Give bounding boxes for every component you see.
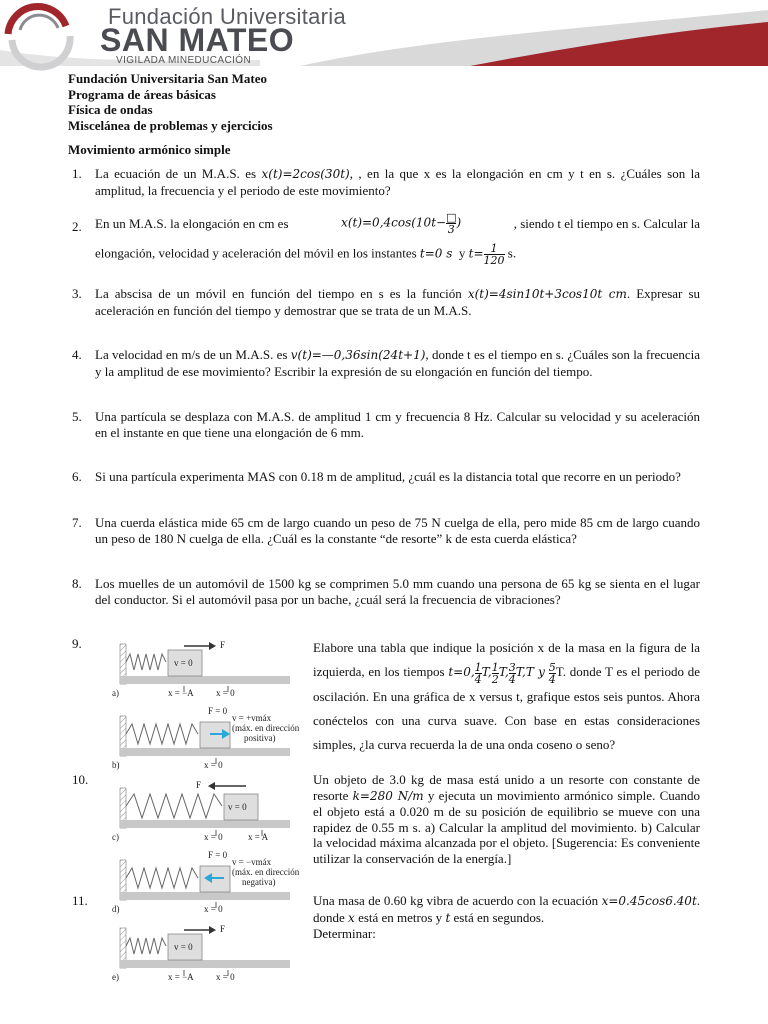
section-title: Movimiento armónico simple [68,142,231,157]
problem-formula: x(t)=4sin10t+3cos10t cm [467,287,627,301]
problem-text: y ejecuta un movimiento armónico simple. Cuando el objeto está a 0.020 m de su posición de equilibrio se mueve con una rapidez de 0.55 m s. a) Calcular la amplitud del movimiento. b) Calcular la velocidad máxima alcanzada por el objeto. [Sugerencia: Es conveniente utilizar la conservación de la energía.] [313,787,701,866]
page-header [0,0,768,66]
brand-name-line2: SAN MATEO [100,22,295,58]
fraction-denominator: 2 [491,672,499,686]
force-label: F = 0 [208,850,228,860]
problem-formula: x(t)=0,4cos(10t− [341,215,447,230]
problem-time-one: t= [468,246,484,261]
panel-label: b) [112,760,120,770]
fraction-denominator: 4 [548,672,556,686]
position-label: x = −A [168,688,194,698]
force-arrow-icon [209,926,216,934]
problem-text: . Expresar su aceleración en función del tiempo y demostrar que se trata de un M.A.S. [95,286,701,318]
problem-text: Elabore una tabla que indique la posición x de la masa en la figura de la izquierda, en los tiempos [313,640,700,679]
problem-10 [313,772,700,866]
spring-mass-figure [112,636,300,996]
meta-program: Programa de áreas básicas [68,86,216,102]
velocity-label: v = −vmáx [232,857,272,867]
problem-3 [95,286,700,318]
problem-number: 9. [72,636,82,651]
figure-panel-c [112,780,290,842]
figure-panel-b [112,706,300,770]
position-label: x = 0 [204,832,223,842]
problem-text: está en metros y [358,909,443,925]
fraction-denominator: 120 [483,254,505,267]
problem-6: Si una partícula experimenta MAS con 0.18 m de amplitud, ¿cuál es la distancia total que recorre en un periodo? [95,469,681,484]
velocity-note: positiva) [244,733,276,743]
problem-text: está en segundos. [453,909,545,925]
problem-text: Un objeto de 3.0 kg de masa está unido a un resorte con constante de resorte [313,772,700,803]
problem-text: , , en la que x es la elongación en cm y t en s. ¿Cuáles son la amplitud, la frecuencia y el periodo de este movimiento? [95,166,701,198]
problem-number: 8. [72,576,82,591]
problem-number: 4. [72,347,82,362]
problem-text: La ecuación de un M.A.S. es [95,166,257,181]
problem-fraction [509,662,516,685]
problem-number: 1. [72,166,82,181]
problem-number: 5. [72,409,82,424]
problem-number: 2. [72,219,82,234]
fraction-numerator: 1 [474,660,482,674]
problem-8: Los muelles de un automóvil de 1500 kg se comprimen 5.0 mm cuando una persona de 65 kg se sienta en el lugar del conductor. Si el automóvil pasa por un bache, ¿cuál será la frecuencia de vibraciones? [95,576,700,607]
problem-formula: x=0.45cos6.40t [601,894,697,908]
block-velocity-label: v = 0 [174,658,193,668]
problem-text: , siendo t el tiempo en s. Calcular la [513,215,700,231]
figure-panel-e [112,924,290,982]
problem-text: Determinar: [313,926,376,941]
problem-fraction [446,212,456,235]
problem-5: Una partícula se desplaza con M.A.S. de amplitud 1 cm y frecuencia 8 Hz. Calcular su velocidad y su aceleración en el instante en que tiene una elongación de 6 mm. [95,409,700,440]
force-label: F = 0 [208,706,228,716]
problem-variable-x: x [348,910,355,925]
problem-fraction [484,243,505,266]
problem-number: 11. [72,893,88,908]
problem-text: y [458,245,466,261]
problem-9: Elabore una tabla que indique la posición x de la masa en la figura de la izquierda, en los tiempos t=0, $\frac{1}{4}$ T, $\frac{1}{2}$ T, $\frac{3}{4}$ T,T y $\frac{5}{4}$ T. donde T es el periodo de oscilación. En una gráfica de x versus t, grafique estos seis puntos. Ahora conéctelos con una curva suave. Con base en estas consideraciones simples, ¿la curva recuerda la de una onda coseno o seno? [313,640,701,752]
problem-1 [95,166,700,198]
meta-title: Miscelánea de problemas y ejercicios [68,117,273,133]
velocity-label: v = +vmáx [232,713,272,723]
fraction-numerator: 1 [490,242,498,255]
fraction-denominator: 4 [474,672,482,686]
problem-number: 7. [72,515,82,530]
position-label: x = 0 [204,760,223,770]
problem-text: s. [507,245,517,261]
problem-11 [313,893,700,942]
problem-variable-t: t [445,910,451,925]
panel-label: a) [112,688,119,698]
figure-panel-a [112,640,290,698]
position-label: x = 0 [216,688,235,698]
force-label: F [220,924,226,934]
fraction-numerator: 1 [491,660,499,674]
problem-text: elongación, velocidad y aceleración del móvil en los instantes [95,245,417,261]
brand-name-line1: Fundación Universitaria [108,4,347,29]
problem-text: . donde [313,893,701,925]
problem-fraction [492,662,499,685]
block-velocity-label: v = 0 [228,802,247,812]
position-label: x = A [248,832,269,842]
force-arrow-icon [209,642,216,650]
velocity-note: negativa) [242,877,276,887]
problem-2 [95,212,700,266]
problem-text: , donde t es el tiempo en s. ¿Cuáles son la frecuencia y la amplitud de ese movimiento? Escribir la expresión de su elongación en función del tiempo. [95,347,700,379]
panel-label: e) [112,972,119,982]
problem-text: T. donde T es el periodo de oscilación. En una gráfica de x versus t, grafique estos seis puntos. Ahora conéctelos con una curva suave. Con base en estas consideraciones simples, ¿la curva recuerda la de una onda coseno o seno? [313,664,701,752]
brand-tagline: VIGILADA MINEDUCACIÓN [116,55,252,66]
force-label: F [220,640,226,650]
panel-label: d) [112,904,120,914]
position-label: x = −A [168,972,194,982]
velocity-note: (máx. en dirección [232,867,300,877]
problem-text: La abscisa de un móvil en función del tiempo en s es la función [95,286,462,301]
problem-4 [95,347,700,379]
problem-text: Una masa de 0.60 kg vibra de acuerdo con la ecuación [313,893,599,908]
problem-times-tail: T,T y [515,665,545,679]
problem-formula: v(t)=—0,36sin(24t+1) [290,348,426,362]
document-meta [68,71,273,133]
block-velocity-label: v = 0 [174,942,193,952]
velocity-note: (máx. en dirección [232,723,300,733]
problem-7: Una cuerda elástica mide 65 cm de largo cuando un peso de 75 N cuelga de ella, pero mide 85 cm de largo cuando un peso de 180 N cuelga de ella. ¿Cuál es la constante “de resorte” k de esta cuerda elástica? [95,515,700,546]
force-label: F [196,780,202,790]
fraction-numerator: 3 [508,660,516,674]
university-logo-icon [0,0,82,66]
fraction-numerator: □ [446,211,457,224]
problem-formula: x(t)=2cos(30t) [261,167,350,181]
force-arrow-icon [208,782,215,790]
meta-course: Física de ondas [68,102,153,117]
fraction-denominator: 3 [447,223,455,236]
problem-number: 6. [72,469,82,484]
problem-time-zero: t=0 s [419,246,453,261]
panel-label: c) [112,832,119,842]
position-label: x = 0 [204,904,223,914]
problem-fraction [475,662,482,685]
problem-formula-end: ) [456,215,462,230]
problem-fraction [549,662,556,685]
meta-institution: Fundación Universitaria San Mateo [68,71,267,86]
problem-formula: k=280 N/m [352,788,424,803]
problem-times: t=0, [448,665,475,679]
problem-text: La velocidad en m/s de un M.A.S. es [95,347,288,362]
problem-number: 3. [72,286,82,301]
problem-text: En un M.A.S. la elongación en cm es [95,215,289,231]
fraction-numerator: 5 [548,660,556,674]
position-label: x = 0 [216,972,235,982]
problem-number: 10. [72,772,89,787]
fraction-denominator: 4 [508,672,516,686]
figure-panel-d [112,850,300,914]
